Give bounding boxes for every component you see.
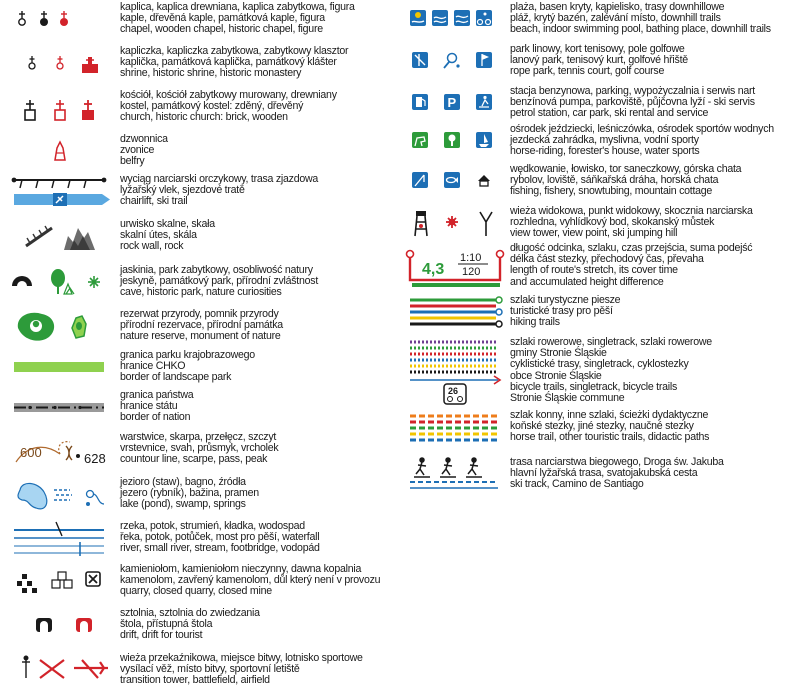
landscape-park-symbols xyxy=(0,350,115,390)
reserve-text-cz: přírodní rezervace, přírodní památka xyxy=(120,319,283,332)
nation-border-icon xyxy=(14,403,104,412)
quarry-icon xyxy=(17,574,37,593)
ski-jumping-hill-icon xyxy=(480,212,492,236)
drift-text-cz: štola, přístupná štola xyxy=(120,618,213,631)
bike-text-pl-2: gminy Stronie Śląskie xyxy=(510,347,607,360)
legend-row-ski-track xyxy=(400,452,800,496)
beach-text-cz: pláž, krytý bazén, zalévání místo, downhill trails xyxy=(510,12,721,25)
bike-text-en-2: Stronie Śląskie commune xyxy=(510,392,625,405)
nation-border-symbols xyxy=(0,390,115,430)
legend-row-rock xyxy=(0,216,400,258)
hiking-text-cz: turistické trasy pro pěší xyxy=(510,305,613,318)
beach-text-en: beach, indoor swimming pool, bathing place, downhill trails xyxy=(510,23,771,36)
contour-label: 600 xyxy=(20,445,42,460)
monastery-icon xyxy=(82,57,98,73)
bike-text-en: bicycle trails, singletrack, bicycle trails xyxy=(510,380,678,393)
hiking-symbols xyxy=(400,294,510,334)
closed-mine-icon xyxy=(86,572,100,586)
horse-trail-text-cz: koňské stezky, jiné stezky, naučné stezky xyxy=(510,420,694,433)
horse-symbols xyxy=(400,124,510,164)
quarry-text-cz: kamenolom, zavřený kamenolom, důl který není v provozu xyxy=(120,574,381,587)
legend-row-chapel xyxy=(0,0,400,40)
cave-icon xyxy=(12,276,32,286)
legend-row-river xyxy=(0,518,400,560)
legend-row-petrol xyxy=(400,84,800,124)
peak-label: 628 xyxy=(84,451,106,466)
viewpoint-text-en: view tower, view point, ski jumping hill xyxy=(510,227,678,240)
shrine-historic-icon xyxy=(57,56,63,69)
legend-row-viewpoint xyxy=(400,204,800,246)
petrol-text-en: petrol station, car park, ski rental and service xyxy=(510,107,709,120)
viewpoint-text-cz: rozhledna, vyhlídkový bod, skokanský můstek xyxy=(510,216,715,229)
legend-row-ski-lift xyxy=(0,172,400,212)
legend-row-contour xyxy=(0,432,400,472)
chapel-text-pl: kaplica, kaplica drewniana, kaplica zabytkowa, figura xyxy=(120,1,355,13)
landscape-park-text-cz: hranice CHKO xyxy=(120,360,186,373)
route-stretch-icon xyxy=(407,251,504,286)
landscape-park-border-icon xyxy=(14,362,104,372)
route-time-label: 1:10 xyxy=(460,252,482,264)
petrol-station-icon xyxy=(412,94,428,110)
route-length-text-pl: długość odcinka, szlaku, czas przejścia, suma podejść xyxy=(510,242,753,254)
legend-right-column xyxy=(400,0,800,694)
petrol-text-cz: benzínová pumpa, parkoviště, půjčovna lyží - ski servis xyxy=(510,96,755,109)
lake-text-pl: jezioro (staw), bagno, źródła xyxy=(120,476,246,488)
mountain-cottage-icon xyxy=(478,175,490,186)
nation-border-text-cz: hranice státu xyxy=(120,400,178,413)
chapel-text-cz: kaple, dřevěná kaple, památková kaple, figura xyxy=(120,12,325,25)
horse-text-pl: ośrodek jeździecki, leśniczówka, ośrodek sportów wodnych xyxy=(510,123,774,135)
legend-row-cave xyxy=(0,262,400,304)
airfield-icon xyxy=(74,660,108,678)
tennis-court-icon xyxy=(444,54,460,69)
view-point-icon xyxy=(446,216,458,228)
beach-text-pl: plaża, basen kryty, kąpielisko, trasy downhillowe xyxy=(510,1,725,13)
fishing-text-pl: wędkowanie, łowisko, tor saneczkowy, górska chata xyxy=(510,163,742,175)
legend-row-drift xyxy=(0,606,400,648)
petrol-text-pl: stacja benzynowa, parking, wypożyczalnia i serwis nart xyxy=(510,85,755,97)
legend-row-church xyxy=(0,88,400,132)
legend-row-hiking xyxy=(400,294,800,334)
historic-park-icon xyxy=(51,269,74,294)
nation-border-text-pl: granica państwa xyxy=(120,389,194,401)
legend-row-belfry xyxy=(0,134,400,170)
reserve-text-en: nature reserve, monument of nature xyxy=(120,330,281,343)
river-text-en: river, small river, stream, footbridge, vodopád xyxy=(120,542,320,555)
golf-course-icon xyxy=(476,52,492,68)
lake-text-en: lake (pond), swamp, springs xyxy=(120,498,246,511)
tower-symbols xyxy=(0,648,115,692)
ski-track-text-cz: hlavní lyžařská trasa, svatojakubská cesta xyxy=(510,467,698,480)
battlefield-icon xyxy=(40,660,64,678)
river-text-pl: rzeka, potok, strumień, kładka, wodospad xyxy=(120,520,305,532)
tower-text-pl: wieża przekaźnikowa, miejsce bitwy, lotnisko sportowe xyxy=(120,652,363,664)
legend-row-fishing xyxy=(400,164,800,204)
legend-row-tower xyxy=(0,648,400,692)
shrine-text-cz: kaplička, památková kaplička, památkový klášter xyxy=(120,56,337,69)
ski-track-text-pl: trasa narciarstwa biegowego, Droga św. Jakuba xyxy=(510,456,724,468)
viewpoint-text-pl: wieża widokowa, punkt widokowy, skocznia narciarska xyxy=(510,205,753,217)
legend-row-horse-trail xyxy=(400,410,800,450)
ski-track-icon xyxy=(410,458,498,488)
rock-text-pl: urwisko skalne, skała xyxy=(120,218,215,230)
nature-reserve-icon xyxy=(18,313,54,341)
chapel-wooden-icon xyxy=(19,11,25,25)
route-length-text-en-2: and accumulated height difference xyxy=(510,275,664,288)
contour-text-cz: vrstevnice, svah, průsmyk, vrcholek xyxy=(120,442,279,455)
viewpoint-symbols xyxy=(400,204,510,246)
fishing-text-en: fishing, fishery, snowtubing, mountain cottage xyxy=(510,185,713,198)
fishing-symbols xyxy=(400,164,510,204)
belfry-text-en: belfry xyxy=(120,155,145,168)
quarry-symbols xyxy=(0,562,115,604)
cave-symbols xyxy=(0,262,115,304)
rock-symbols xyxy=(0,216,115,258)
swimming-pool-icon xyxy=(432,10,448,26)
bathing-place-icon xyxy=(454,10,470,26)
car-park-icon xyxy=(444,94,460,110)
river-icon xyxy=(14,522,104,556)
belfry-text-cz: zvonice xyxy=(120,144,155,157)
contour-icon xyxy=(16,442,70,462)
downhill-trail-icon xyxy=(476,10,492,26)
chapel-text-en: chapel, wooden chapel, historic chapel, figure xyxy=(120,23,323,36)
church-text-pl: kościół, kościół zabytkowy murowany, drewniany xyxy=(120,89,337,101)
petrol-symbols xyxy=(400,84,510,124)
ski-lift-symbols xyxy=(0,172,115,212)
church-icon xyxy=(25,100,35,120)
legend-row-quarry xyxy=(0,562,400,604)
rope-park-text-en: rope park, tennis court, golf course xyxy=(510,65,665,78)
shrine-symbols xyxy=(0,44,110,84)
river-text-cz: řeka, potok, potůček, most pro pěší, waterfall xyxy=(120,531,320,544)
drift-text-pl: sztolnia, sztolnia do zwiedzania xyxy=(120,607,260,619)
rope-park-symbols xyxy=(400,42,510,82)
rock-wall-icon xyxy=(26,226,52,246)
shrine-text-pl: kapliczka, kapliczka zabytkowa, zabytkowy klasztor xyxy=(120,45,349,57)
church-historic-brick-icon xyxy=(55,100,65,120)
church-text-en: church, historic church: brick, wooden xyxy=(120,111,288,124)
rope-park-icon xyxy=(412,52,428,68)
legend-row-route-length xyxy=(400,242,800,294)
tower-text-cz: vysílací věž, místo bitvy, sportovní letiště xyxy=(120,663,300,676)
horse-trail-text-pl: szlak konny, inne szlaki, ścieżki dydaktyczne xyxy=(510,409,709,421)
horse-text-cz: jezdecká zahrádka, myslivna, vodní sporty xyxy=(510,134,699,147)
quarry-text-en: quarry, closed quarry, closed mine xyxy=(120,585,272,598)
legend-row-reserve xyxy=(0,306,400,350)
reserve-text-pl: rezerwat przyrody, pomnik przyrody xyxy=(120,308,279,320)
route-length-label: 4,3 xyxy=(422,261,445,278)
quarry-text-pl: kamieniołom, kamieniołom nieczynny, dawna kopalnia xyxy=(120,563,362,575)
lake-symbols xyxy=(0,476,115,518)
legend-row-horse xyxy=(400,124,800,164)
drift-symbols xyxy=(0,606,115,648)
nature-curiosity-icon xyxy=(88,276,100,288)
hiking-text-pl: szlaki turystyczne piesze xyxy=(510,294,621,306)
lake-text-cz: jezero (rybník), bažina, pramen xyxy=(120,487,259,500)
rope-park-text-pl: park linowy, kort tenisowy, pole golfowe xyxy=(510,43,685,55)
legend-row-shrine xyxy=(0,44,400,84)
fishing-icon xyxy=(412,172,428,188)
shrine-icon xyxy=(29,56,35,69)
route-length-text-cz: délka část stezky, přechodový čas, převaha xyxy=(510,253,704,266)
chapel-historic-icon xyxy=(60,11,68,26)
bike-text-cz: cyklistické trasy, singletrack, cyklostezky xyxy=(510,358,689,371)
svg-text:P: P xyxy=(447,95,457,110)
chapel-symbols xyxy=(0,0,110,40)
belfry-symbols xyxy=(0,134,110,170)
fishery-icon xyxy=(444,172,460,188)
horse-riding-icon xyxy=(412,132,428,148)
bicycle-trails-icon xyxy=(410,342,498,372)
forester-house-icon xyxy=(444,132,460,148)
commune-trail-icon xyxy=(410,376,500,404)
legend-row-nation-border xyxy=(0,390,400,430)
rock-text-cz: skalní útes, skála xyxy=(120,229,197,242)
legend-row-rope-park xyxy=(400,42,800,82)
contour-text-en: countour line, scarpe, pass, peak xyxy=(120,453,268,466)
rope-park-text-cz: lanový park, tenisový kurt, golfové hřiště xyxy=(510,54,688,67)
view-tower-icon xyxy=(415,211,427,236)
cave-text-cz: jeskyně, památkový park, přírodní zvláštnost xyxy=(120,275,319,288)
hiking-text-en: hiking trails xyxy=(510,316,560,329)
bike-text-pl: szlaki rowerowe, singletrack, szlaki rowerowe xyxy=(510,336,712,348)
transmitter-icon xyxy=(22,656,30,678)
horse-trail-icon xyxy=(410,416,498,440)
tower-text-en: transition tower, battlefield, airfield xyxy=(120,674,270,687)
legend-row-lake xyxy=(0,476,400,518)
landscape-park-text-pl: granica parku krajobrazowego xyxy=(120,349,255,361)
contour-text-pl: warstwice, skarpa, przełęcz, szczyt xyxy=(120,431,277,443)
church-symbols xyxy=(0,88,110,132)
shrine-text-en: shrine, historic shrine, historic monastery xyxy=(120,67,302,80)
horse-text-en: horse-riding, forester's house, water sports xyxy=(510,145,700,158)
pass-icon xyxy=(66,446,106,466)
commune-trail-number: 26 xyxy=(448,386,459,396)
water-sports-icon xyxy=(476,132,492,148)
landscape-park-text-en: border of landscape park xyxy=(120,371,232,384)
ski-lift-icon xyxy=(12,178,107,188)
ski-lift-text-pl: wyciąg narciarski orczykowy, trasa zjazdowa xyxy=(120,173,319,185)
rock-icon xyxy=(64,228,95,250)
chapel-icon xyxy=(40,11,48,26)
legend-row-bike xyxy=(400,336,800,408)
contour-symbols xyxy=(0,432,118,472)
nation-border-text-en: border of nation xyxy=(120,411,191,424)
drift-tourist-icon xyxy=(76,618,92,632)
reserve-symbols xyxy=(0,306,115,350)
chairlift-icon xyxy=(14,193,110,206)
route-length-text-en: length of route's stretch, its cover time xyxy=(510,264,678,277)
route-height-label: 120 xyxy=(462,266,481,278)
legend-row-beach xyxy=(400,0,800,40)
drift-text-en: drift, drift for tourist xyxy=(120,629,203,642)
horse-trail-symbols xyxy=(400,410,510,450)
fishing-text-cz: rybolov, loviště, sáňkařská dráha, horská chata xyxy=(510,174,719,187)
river-symbols xyxy=(0,518,115,560)
lake-icon xyxy=(18,483,47,508)
beach-icon xyxy=(410,10,426,26)
nature-monument-icon xyxy=(72,316,86,338)
cave-text-en: cave, historic park, nature curiosities xyxy=(120,286,282,299)
rock-text-en: rock wall, rock xyxy=(120,240,184,253)
beach-symbols xyxy=(400,0,510,40)
ski-lift-text-en: chairlift, ski trail xyxy=(120,195,188,208)
belfry-text-pl: dzwonnica xyxy=(120,133,168,145)
ski-lift-text-cz: lyžařský vlek, sjezdové tratě xyxy=(120,184,245,197)
swamp-icon xyxy=(54,490,72,500)
ski-track-symbols xyxy=(400,452,510,496)
church-historic-wooden-icon xyxy=(82,100,94,120)
hiking-trails-icon xyxy=(410,297,502,327)
bike-text-cz-2: obce Stronie Śląskie xyxy=(510,369,602,382)
belfry-icon xyxy=(55,142,65,160)
legend-row-landscape-park xyxy=(0,350,400,390)
route-length-symbols xyxy=(400,242,510,294)
bike-symbols xyxy=(400,336,510,408)
spring-icon xyxy=(86,491,104,507)
closed-quarry-icon xyxy=(52,572,72,588)
ski-rental-icon xyxy=(476,94,492,110)
church-text-cz: kostel, památkový kostel: zděný, dřevěný xyxy=(120,100,304,113)
ski-track-text-en: ski track, Camino de Santiago xyxy=(510,478,644,491)
drift-icon xyxy=(36,618,52,632)
horse-trail-text-en: horse trail, other touristic trails, didactic paths xyxy=(510,431,710,444)
cave-text-pl: jaskinia, park zabytkowy, osobliwość natury xyxy=(120,264,313,276)
